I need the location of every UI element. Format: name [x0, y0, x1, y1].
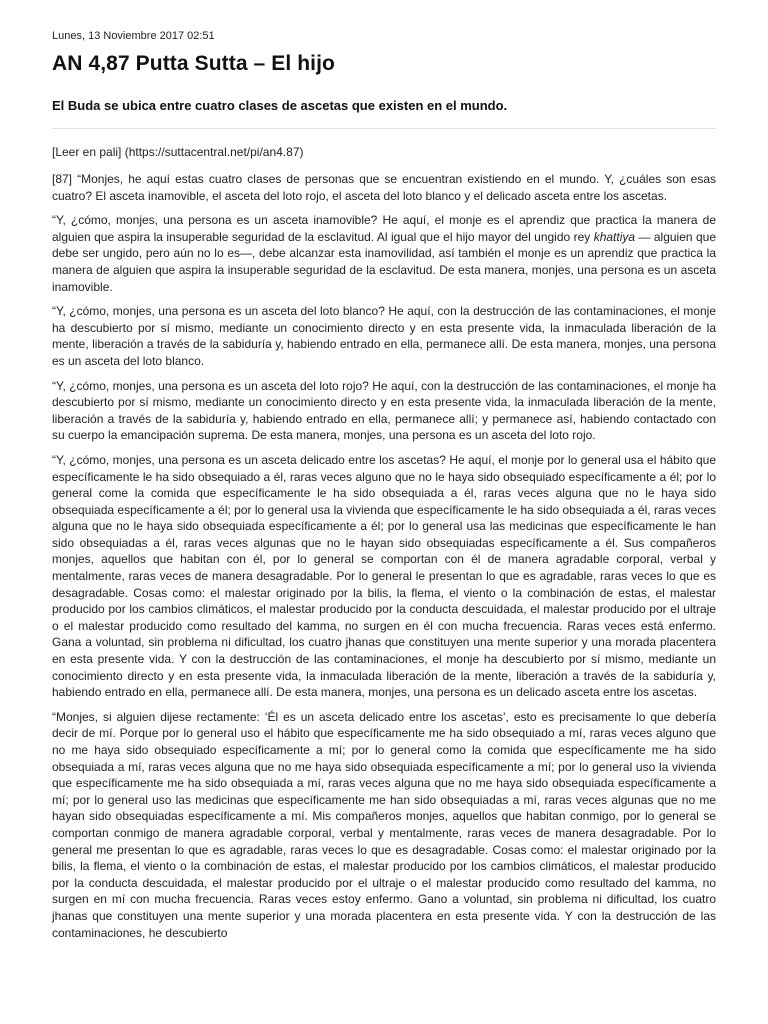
paragraph-text: — alguien que debe ser ungido, pero aún no lo es—, debe alcanzar esta inamovilidad, así también el monje es un aprendiz que practica la manera de alguien que aspira la insuperable seguridad de la esclavitud. De esta manera, monjes, una persona es un asceta inamovible. [52, 229, 716, 294]
paragraph-delicado: “Y, ¿cómo, monjes, una persona es un asceta delicado entre los ascetas? He aquí, el monje por lo general usa el hábito que específicamente le ha sido obsequiado a él, raras veces alguno que no le haya sido obsequiado específicamente a él; por lo general come la comida que específicamente le ha sido obsequiada a él, raras veces alguna que no le haya sido obsequiada específicamente a él; por lo general usa la vivienda que específicamente le ha sido obsequiada a él, raras veces alguna que no le haya sido obsequiada específicamente a él; por lo general usa las medicinas que específicamente le han sido obsequiadas a él, raras veces algunas que no le hayan sido obsequiadas específicamente a él. Sus compañeros monjes, aquellos que habitan con él, por lo general se comportan con él de manera agradable corporal, verbal y mentalmente, raras veces de manera desagradable. Por lo general le presentan lo que es agradable, raras veces lo que es desagradable. Cosas como: el malestar originado por la bilis, la flema, el viento o la combinación de estas, el malestar producido por los cambios climáticos, el malestar producido por la conducta descuidada, el malestar producido por el ultraje o el malestar producido como resultado del kamma, no surgen en él con mucha frecuencia. Raras veces está enfermo. Gana a voluntad, sin problema ni dificultad, los cuatro jhanas que constituyen una mente superior y una morada placentera en esta presente vida. Y con la destrucción de las contaminaciones, el monje ha descubierto por sí mismo, mediante un conocimiento directo y en esta presente vida, la inmaculada liberación de la mente, liberación a través de la sabiduría y, habiendo entrado en ella, permanece allí. De esta manera, monjes, una persona es un delicado asceta entre los ascetas. [52, 452, 716, 700]
italic-term: khattiya [593, 229, 636, 244]
paragraph-intro: [87] “Monjes, he aquí estas cuatro clases de personas que se encuentran existiendo en el mundo. Y, ¿cuáles son esas cuatro? El asceta inamovible, el asceta del loto rojo, el asceta del loto blanco y el delicado asceta entre los ascetas. [52, 172, 716, 203]
article-summary: El Buda se ubica entre cuatro clases de ascetas que existen en el mundo. [52, 98, 508, 113]
paragraph-loto-rojo: “Y, ¿cómo, monjes, una persona es un asceta del loto rojo? He aquí, con la destrucción de las contaminaciones, el monje ha descubierto por sí mismo, mediante un conocimiento directo y en esta presente vida, la inmaculada liberación de la mente, liberación a través de la sabiduría y, habiendo entrado en ella, permanece allí; y permanece así, habiendo contactado con su cuerpo la emancipación suprema. De esta manera, monjes, una persona es un asceta del loto rojo. [52, 378, 716, 443]
source-link[interactable]: [Leer en pali] (https://suttacentral.net/pi/an4.87) [52, 145, 304, 159]
post-date: Lunes, 13 Noviembre 2017 02:51 [52, 30, 215, 42]
paragraph-loto-blanco: “Y, ¿cómo, monjes, una persona es un asceta del loto blanco? He aquí, con la destrucción de las contaminaciones, el monje ha descubierto por sí mismo, mediante un conocimiento directo y en esta presente vida, la inmaculada liberación de la mente, liberación a través de la sabiduría y, habiendo entrado en ella, permanece allí. De esta manera, monjes, una persona es un asceta del loto blanco. [52, 304, 716, 368]
paragraph-text: “Y, ¿cómo, monjes, una persona es un asceta inamovible? He aquí, el monje es el aprendiz que practica la manera de alguien que aspira la insuperable seguridad de la esclavitud. Al igual que el hijo mayor del ungido rey [52, 213, 716, 244]
page-title: AN 4,87 Putta Sutta – El hijo [52, 52, 335, 75]
paragraph-conclusion: “Monjes, si alguien dijese rectamente: ‘Él es un asceta delicado entre los ascetas’, esto es precisamente lo que debería decir de mí. Porque por lo general uso el hábito que específicamente me ha sido obsequiado a mí, raras veces alguno que no me haya sido obsequiado específicamente a mí; por lo general como la comida que específicamente me ha sido obsequiada a mí, raras veces alguna que no me haya sido obsequiada específicamente a mí; por lo general uso la vivienda que específicamente me ha sido obsequiada a mí, raras veces alguna que no me haya sido obsequiada específicamente a mí; por lo general uso las medicinas que específicamente me han sido obsequiadas a mí, raras veces algunas que no me hayan sido obsequiadas específicamente a mí. Mis compañeros monjes, aquellos que habitan conmigo, por lo general se comportan conmigo de manera agradable corporal, verbal y mentalmente, raras veces de manera desagradable. Por lo general me presentan lo que es agradable, raras veces lo que es desagradable. Cosas como: el malestar originado por la bilis, la flema, el viento o la combinación de estas, el malestar producido por los cambios climáticos, el malestar producido por la conducta descuidada, el malestar producido por el ultraje o el malestar producido como resultado del kamma, no surgen en mí con mucha frecuencia. Raras veces estoy enfermo. Gano a voluntad, sin problema ni dificultad, los cuatro jhanas que constituyen una mente superior y una morada placentera en esta presente vida. Y con la destrucción de las contaminaciones, he descubierto [52, 709, 716, 940]
divider [52, 128, 716, 129]
paragraph-inamovible [52, 212, 716, 295]
